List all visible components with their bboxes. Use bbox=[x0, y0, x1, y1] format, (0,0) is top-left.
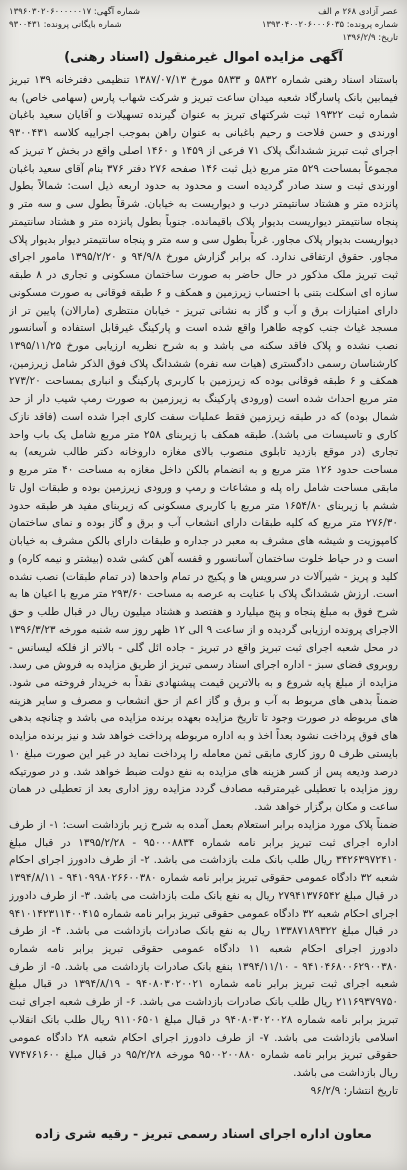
notice-header bbox=[9, 6, 398, 45]
notice-date: تاریخ: ۱۳۹۶/۲/۹ bbox=[342, 33, 398, 43]
header-line bbox=[9, 19, 398, 32]
archive-number: شماره بایگانی پرونده: ۹۳۰۰۴۳۱ bbox=[9, 20, 122, 30]
case-number: شماره پرونده: ۱۳۹۳۰۴۰۰۲۰۶۰۰۰۶۰۳۵ bbox=[261, 20, 398, 30]
header-line bbox=[9, 32, 398, 45]
notice-number: شماره آگهی: ۱۳۹۶۰۳۰۲۰۶۰۰۰۰۰۰۱۷ bbox=[9, 7, 141, 17]
publication-date: تاریخ انتشار: ۹۶/۲/۹ bbox=[310, 1084, 398, 1097]
notice-paragraph: ضمناً پلاک مورد مزایده برابر استعلام بعمل آمده به شرح زیر بازداشت است: ۱- از طرف اداره اجرای ثبت تبریز برابر نامه شماره ۹۵۰۰۰۸۸۳۴ - ۱۳۹۵/۲/۲۸ در قبال مبلغ ۳۴۲۶۳۹۷۲۴۱۰ ریال طلب بانک ملت بازداشت می باشد. ۲- از طرف دادورز اجرای احکام شعبه ۳۲ دادگاه عمومی حقوقی تبریز برابر نامه شماره ۹۴۱۰۹۹۸۰۲۶۶۰۰۳۸۰ - ۱۳۹۴/۸/۱۱ در قبال مبلغ ۲۷۹۴۱۳۷۶۵۴۲ ریال به نفع بانک ملت بازداشت می باشد. ۳- از طرف دادورز اجرای احکام شعبه ۳۲ دادگاه عمومی حقوقی تبریز برابر نامه شماره ۹۴۱۰۱۴۲۳۱۱۴۰۰۴۱۵ در قبال مبلغ ۱۳۳۸۷۱۸۹۳۲۲ ریال به نفع بانک صادرات بازداشت می باشد. ۴- از طرف دادورز اجرای احکام شعبه ۱۱ دادگاه عمومی حقوقی تبریز برابر نامه شماره ۹۴۱۰۴۶۸۰۰۶۲۹۰۰۳۸۰ - ۱۳۹۴/۱۱/۱۰ بنفع بانک صادرات بازداشت می باشد. ۵- از طرف شعبه اجرای ثبت تبریز برابر نامه شماره ۹۴۰۸۰۳۰۲۰۰۲۱ - ۱۳۹۴/۸/۱۹ در قبال مبلغ ۲۱۱۶۹۳۷۹۷۵۰ ریال طلب بانک صادرات بازداشت می باشد. ۶- از طرف شعبه اجرای ثبت تبریز برابر نامه شماره ۹۴۰۸۰۳۰۲۰۰۲۸ در قبال مبلغ ۹۱۱۰۶۵۰۱ ریال طلب بانک انقلاب اسلامی بازداشت می باشد. ۷- از طرف دادورز اجرای احکام شعبه ۲۸ دادگاه عمومی حقوقی تبریز برابر نامه شماره ۹۵۰۰۲۰۰۸۸۰ مورخه ۹۵/۲/۲۸ در قبال مبلغ ۷۷۴۷۶۱۶۰۰ ریال بازداشت می باشد. bbox=[9, 818, 398, 1080]
notice-paragraph: باستناد اسناد رهنی شماره ۵۸۳۲ و ۵۸۳۳ مورخ ۱۳۸۷/۰۷/۱۳ تنظیمی دفترخانه ۱۳۹ تبریز فیمابین بانک پاسارگاد شعبه میدان ساعت تبریز و شرکت شهاب پارس (سهامی خاص) به شماره ثبت ۱۹۳۲۲ ثبت شرکتهای تبریز به عنوان گیرنده تسهیلات و آقایان سعید باغبان اورندی و حسن فلاحت و رحیم باغبانی به عنوان راهن بموجب اجراییه کلاسه ۹۳۰۰۴۳۱ اجرای ثبت تبریز ششدانگ پلاک ۷۱ فرعی از ۱۴۵۹ و ۱۴۶۰ اصلی واقع در بخش ۲ تبریز که مجموعاً بمساحت ۵۲۹ متر مربع ذیل ثبت ۱۴۶ صفحه ۲۷۶ دفتر ۳۷۶ بنام آقای سعید باغبان اورندی ثبت و سند صادر گردیده است و محدود به حدود اربعه ذیل است: شمالاً بطول پانزده متر و هشتاد سانتیمتر درب و دیواریست به خیابان. شرقاً بطول سی و سه متر و پنجاه سانتیمتر دیواریست بدیوار پلاک باقیمانده. جنوباً بطول پانزده متر و هشتاد سانتیمتر دیواریست بدیوار پلاک مجاور. غرباً بطول سی و سه متر و پنجاه سانتیمتر دیوار بدیوار پلاک مجاور. حقوق ارتفاقی ندارد. که برابر گزارش مورخ ۹۴/۹/۸ و ۱۳۹۵/۲/۲۰ مامور اجرای ثبت تبریز ملک مذکور در حال حاضر به صورت ساختمان مسکونی و تجاری در ۸ طبقه سازه ای اسکلت بتنی با احتساب زیرزمین و همکف و ۶ طبقه فوقانی به صورت مسکونی دارای امتیازات برق و آب و گاز به نشانی تبریز - خیابان منتظری (مارالان) پایین تر از مسجد غیاث جنب کوچه طاهرا واقع شده است و پارکینگ غیرقابل استفاده و آسانسور نصب نشده و پلاک فاقد سکنه می باشد و به شرح نظریه ارزیابی مورخ ۱۳۹۵/۱۱/۲۵ کارشناسان رسمی دادگستری (هیات سه نفره) ششدانگ پلاک فوق الذکر شامل زیرزمین، همکف و ۶ طبقه فوقانی بوده که زیرزمین با کاربری پارکینگ و انباری بمساحت ۲۷۳/۲۰ متر مربع احداث شده است (ورودی پارکینگ به زیرزمین به صورت رمپ شیب دار از حد شمال بوده) که در طبقه زیرزمین فقط عملیات سفت کاری اجرا شده است (فاقد نازک کاری و تاسیسات می باشد). طبقه همکف با زیربنای ۲۵۸ متر مربع شامل یک باب واحد تجاری (در موقع بازدید تابلوی منصوب بالای مغازه داروخانه دکتر طالب شریعه) به مساحت حدود ۱۲۶ متر مربع و به انضمام بالکن داخل مغازه به مساحت ۴۰ متر مربع و مابقی مساحت شامل راه پله و مشاعات و رمپ و ورودی زیرزمین بوده و طبقات اول تا ششم با زیربنای ۱۶۵۴/۸۰ متر مربع با کاربری مسکونی که زیربنای مفید هر طبقه حدود ۲۷۶/۳۰ متر مربع که کلیه طبقات دارای انشعاب آب و برق و گاز بوده و نمای ساختمان کامپوزیت و شیشه های مشرف به معبر در جداره و طبقات دارای بالکن مشرف به خیابان است و در حیاط خلوت ساختمان آسانسور و قفسه آهن کشی شده (بیشتر و نیمه کاره) و کلید و پریز - شیرآلات در سرویس ها و پکیج در تمام واحدها (در تمام طبقات) نصب نشده است. ارزش ششدانگ پلاک با عنایت به عرصه به مساحت ۲۹۳/۶۰ متر مربع با اعیان ها به شرح فوق به مبلغ پنجاه و پنج میلیارد و هفتصد و هشتاد میلیون ریال در قبال طلب و حق الاجرای پرونده ارزیابی گردیده و از ساعت ۹ الی ۱۲ ظهر روز سه شنبه مورخه ۱۳۹۶/۳/۲۳ در محل شعبه اجرای ثبت تبریز واقع در تبریز - جاده ائل گلی - بالاتر از فلکه لیسانس - روبروی فضای سبز - اداره اجرای اسناد رسمی تبریز از طریق مزایده به فروش می رسد. مزایده از مبلغ پایه شروع و به بالاترین قیمت پیشنهادی نقداً به خریدار فروخته می شود. ضمناً بدهی های مربوط به آب و برق و گاز اعم از حق انشعاب و مصرف و سایر هزینه های مربوطه در صورت وجود تا تاریخ مزایده بعهده برنده مزایده می باشد و چنانچه بدهی های فوق پرداخت نشود بعداً اخذ و به اداره مربوطه پرداخت خواهد شد و نیز برنده مزایده بایستی ظرف ۵ روز کاری مابقی ثمن معامله را پرداخت نماید در غیر این صورت مبلغ ۱۰ درصد ودیعه پس از کسر هزینه های مزایده به نفع دولت ضبط خواهد شد. و در صورتیکه روز مزایده با تعطیلی غیرمترقبه مصادف گردد مزایده روز اداری بعد از تعطیلی در همان ساعت و مکان برگزار خواهد شد. bbox=[9, 74, 398, 814]
newspaper-reference: عصر آزادی ۲۶۸ م الف bbox=[318, 7, 398, 17]
header-line bbox=[9, 6, 398, 19]
notice-title: آگهی مزایده اموال غیرمنقول (اسناد رهنی) bbox=[64, 50, 343, 65]
notice-body bbox=[9, 72, 398, 1108]
signature: معاون اداره اجرای اسناد رسمی تبریز - رقیه شری زاده bbox=[35, 1126, 372, 1141]
